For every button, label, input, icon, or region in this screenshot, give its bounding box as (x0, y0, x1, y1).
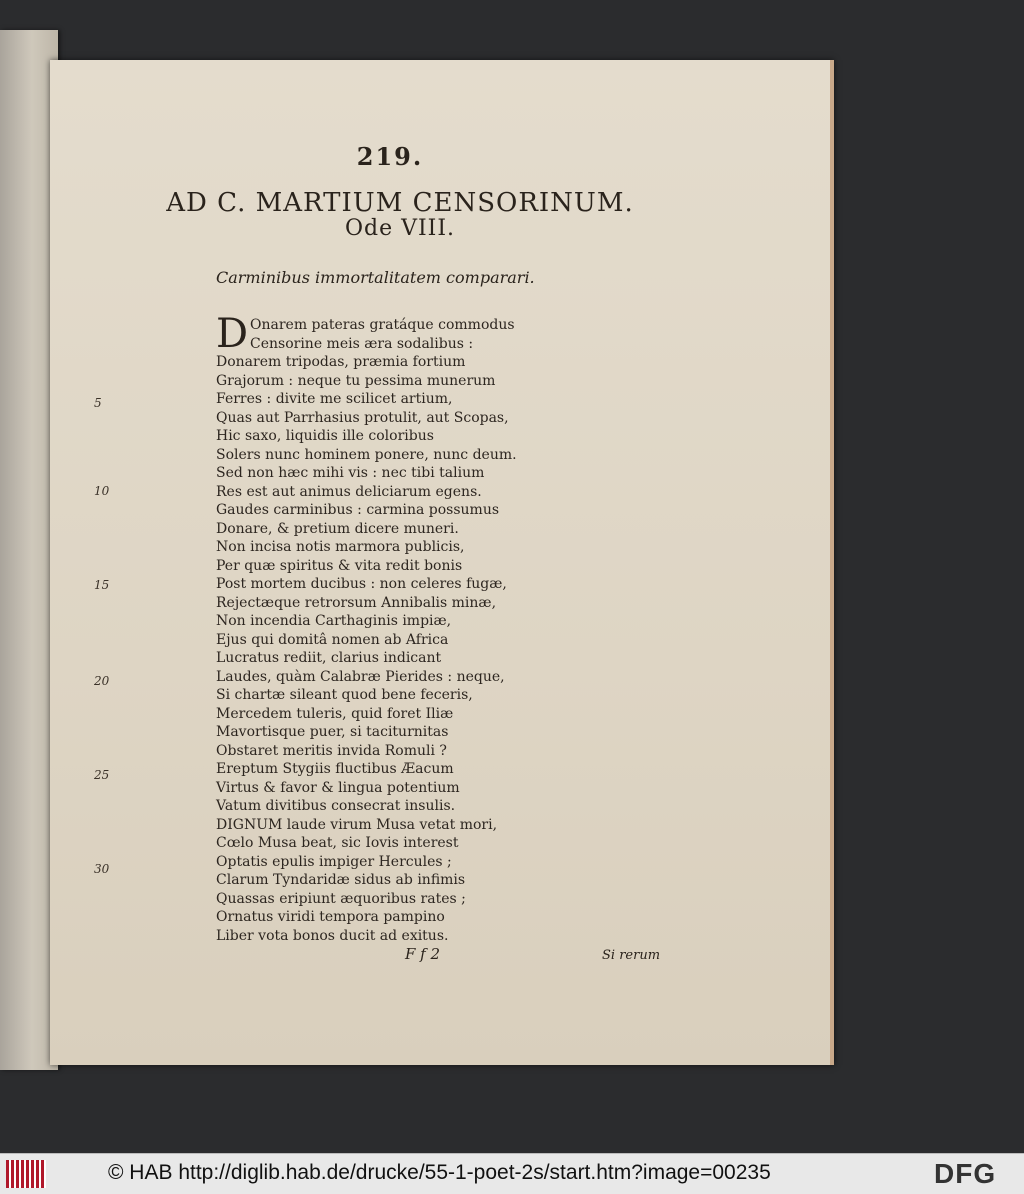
line-number: 15 (94, 578, 110, 592)
poem-line: Cœlo Musa beat, sic Iovis interest (216, 835, 459, 851)
poem-line: Onarem pateras gratáque commodus (250, 317, 515, 333)
poem-line: DIGNUM laude virum Musa vetat mori, (216, 816, 498, 833)
footer-bar (0, 1153, 1024, 1194)
poem-line: Hic saxo, liquidis ille coloribus (216, 428, 434, 444)
poem-text (216, 311, 616, 945)
page-number: 219. (356, 142, 424, 171)
poem-line: Censorine meis æra sodalibus : (250, 335, 474, 352)
poem-line: Optatis epulis impiger Hercules ; (216, 853, 452, 870)
ode-subtitle: Ode VIII. (344, 216, 456, 241)
poem-line: Clarum Tyndaridæ sidus ab infimis (216, 872, 466, 888)
poem-line: Rejectæque retrorsum Annibalis minæ, (216, 594, 497, 611)
poem-line: Non incendia Carthaginis impiæ, (216, 613, 452, 629)
line-number: 20 (94, 674, 110, 688)
poem-line: Vatum divitibus consecrat insulis. (216, 798, 456, 814)
line-number: 5 (94, 396, 102, 410)
signature-mark: F f 2 (405, 945, 441, 963)
poem-line: Si chartæ sileant quod bene feceris, (216, 687, 473, 703)
poem-line: Donare, & pretium dicere muneri. (216, 520, 459, 537)
copyright-url[interactable]: © HAB http://diglib.hab.de/drucke/55-1-poet-2s/start.htm?image=00235 (108, 1161, 771, 1184)
poem-line: Quas aut Parrhasius protulit, aut Scopas, (216, 409, 509, 426)
poem-line: Ferres : divite me scilicet artium, (216, 391, 453, 407)
poem-line: Liber vota bonos ducit ad exitus. (216, 927, 449, 944)
poem-line: Donarem tripodas, præmia fortium (216, 354, 466, 370)
drop-capital: D (216, 311, 249, 357)
ode-argument: Carminibus immortalitatem comparari. (216, 268, 535, 287)
poem-line: Gaudes carminibus : carmina possumus (216, 502, 500, 518)
hab-logo-icon (6, 1160, 46, 1188)
poem-line: Ejus qui domitâ nomen ab Africa (216, 631, 449, 648)
dfg-logo: DFG (934, 1158, 997, 1189)
line-number: 30 (94, 862, 110, 876)
poem-line: Per quæ spiritus & vita redit bonis (216, 557, 463, 574)
ode-title: AD C. MARTIUM CENSORINUM. (166, 188, 634, 218)
book-page (50, 60, 834, 1065)
poem-line: Mavortisque puer, si taciturnitas (216, 724, 449, 740)
poem-line: Obstaret meritis invida Romuli ? (216, 742, 447, 759)
catchword: Si rerum (602, 948, 661, 963)
poem-line: Mercedem tuleris, quid foret Iliæ (216, 705, 454, 722)
poem-line: Lucratus rediit, clarius indicant (216, 650, 442, 666)
poem-line: Post mortem ducibus : non celeres fugæ, (216, 576, 507, 592)
line-number: 10 (94, 484, 110, 498)
poem-line: Ereptum Stygiis fluctibus Æacum (216, 761, 454, 777)
poem-line: Ornatus viridi tempora pampino (216, 909, 445, 925)
poem-line: Laudes, quàm Calabræ Pierides : neque, (216, 668, 505, 685)
line-number: 25 (94, 768, 110, 782)
poem-line: Solers nunc hominem ponere, nunc deum. (216, 446, 517, 463)
poem-line: Quassas eripiunt æquoribus rates ; (216, 890, 466, 907)
poem-line: Res est aut animus deliciarum egens. (216, 483, 482, 500)
poem-line: Non incisa notis marmora publicis, (216, 539, 465, 555)
poem-line: Sed non hæc mihi vis : nec tibi talium (216, 465, 485, 481)
poem-line: Virtus & favor & lingua potentium (216, 779, 460, 796)
poem-line: Grajorum : neque tu pessima munerum (216, 372, 496, 389)
